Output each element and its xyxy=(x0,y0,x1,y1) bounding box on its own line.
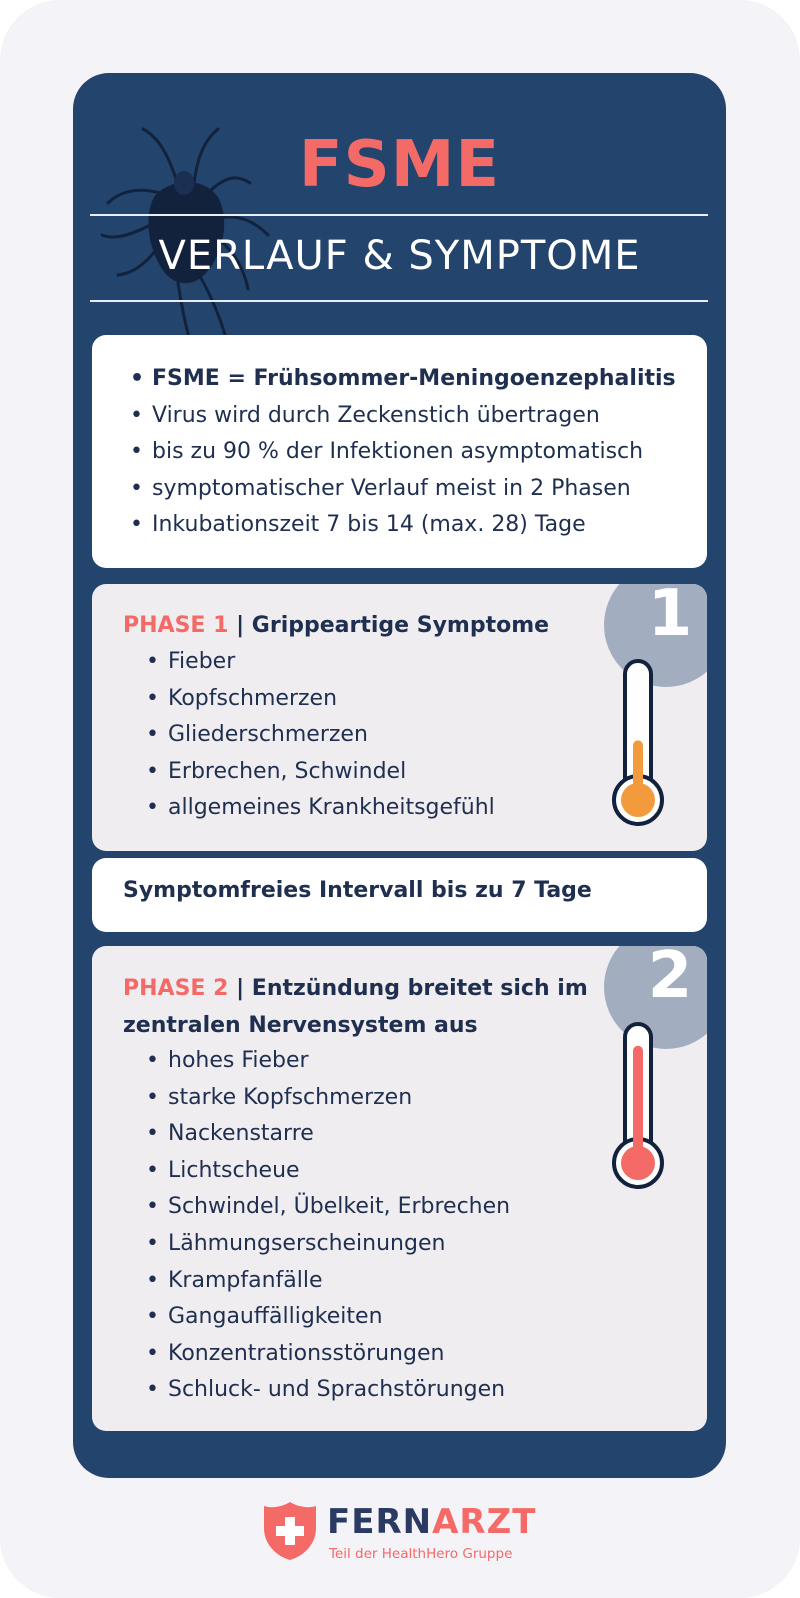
fernarzt-logo xyxy=(262,1500,542,1570)
logo-wordmark-part1: FERN xyxy=(327,1502,433,1542)
info-list xyxy=(152,361,676,544)
symptom-item: • Lähmungserscheinungen xyxy=(168,1226,510,1263)
title-divider-top xyxy=(90,214,708,216)
phase2-title-line2: zentralen Nervensystem aus xyxy=(123,1013,478,1038)
phase1-number: 1 xyxy=(647,584,693,651)
phase1-box xyxy=(92,584,707,851)
logo-wordmark xyxy=(327,1502,536,1542)
info-box xyxy=(92,335,707,568)
phase1-symptom-list xyxy=(168,644,495,827)
symptom-item: • allgemeines Krankheitsgefühl xyxy=(168,790,495,827)
symptom-item: • Nackenstarre xyxy=(168,1116,510,1153)
info-item: • bis zu 90 % der Infektionen asymptomatisch xyxy=(152,434,676,471)
page-title: FSME xyxy=(298,128,501,202)
symptom-item: • starke Kopfschmerzen xyxy=(168,1080,510,1117)
phase2-label: PHASE 2 xyxy=(123,976,229,1001)
symptom-item: • Lichtscheue xyxy=(168,1153,510,1190)
info-item: • Virus wird durch Zeckenstich übertragen xyxy=(152,398,676,435)
phase1-title: Grippeartige Symptome xyxy=(251,613,550,638)
phase1-heading xyxy=(123,607,549,644)
thermometer-icon xyxy=(608,1021,668,1191)
symptom-item: • Fieber xyxy=(168,644,495,681)
phase1-separator: | xyxy=(236,613,245,638)
phase2-heading xyxy=(123,970,588,1044)
infographic-card xyxy=(73,73,726,1478)
logo-tagline: Teil der HealthHero Gruppe xyxy=(329,1546,513,1562)
info-item: • symptomatischer Verlauf meist in 2 Phasen xyxy=(152,471,676,508)
title-divider-bottom xyxy=(90,300,708,302)
symptom-item: • Konzentrationsstörungen xyxy=(168,1336,510,1373)
symptom-item: • Gangauffälligkeiten xyxy=(168,1299,510,1336)
page-subtitle: VERLAUF & SYMPTOME xyxy=(158,233,641,279)
info-item: • FSME = Frühsommer-Meningoenzephalitis xyxy=(152,361,676,398)
shield-cross-icon xyxy=(262,1500,318,1562)
symptom-item: • Erbrechen, Schwindel xyxy=(168,754,495,791)
phase2-box xyxy=(92,946,707,1431)
symptom-item: • Kopfschmerzen xyxy=(168,681,495,718)
interval-box xyxy=(92,858,707,932)
symptom-item: • Krampfanfälle xyxy=(168,1263,510,1300)
phase1-label: PHASE 1 xyxy=(123,613,229,638)
phase2-separator: | xyxy=(236,976,245,1001)
phase2-title-line1: Entzündung breitet sich im xyxy=(251,976,588,1001)
phase2-number: 2 xyxy=(647,946,693,1013)
symptom-item: • Schluck- und Sprachstörungen xyxy=(168,1372,510,1409)
phase2-symptom-list xyxy=(168,1043,510,1409)
logo-wordmark-part2: ARZT xyxy=(432,1502,537,1542)
info-item: • Inkubationszeit 7 bis 14 (max. 28) Tage xyxy=(152,507,676,544)
thermometer-icon xyxy=(608,658,668,828)
interval-text: Symptomfreies Intervall bis zu 7 Tage xyxy=(123,878,592,903)
symptom-item: • Gliederschmerzen xyxy=(168,717,495,754)
symptom-item: • hohes Fieber xyxy=(168,1043,510,1080)
symptom-item: • Schwindel, Übelkeit, Erbrechen xyxy=(168,1189,510,1226)
